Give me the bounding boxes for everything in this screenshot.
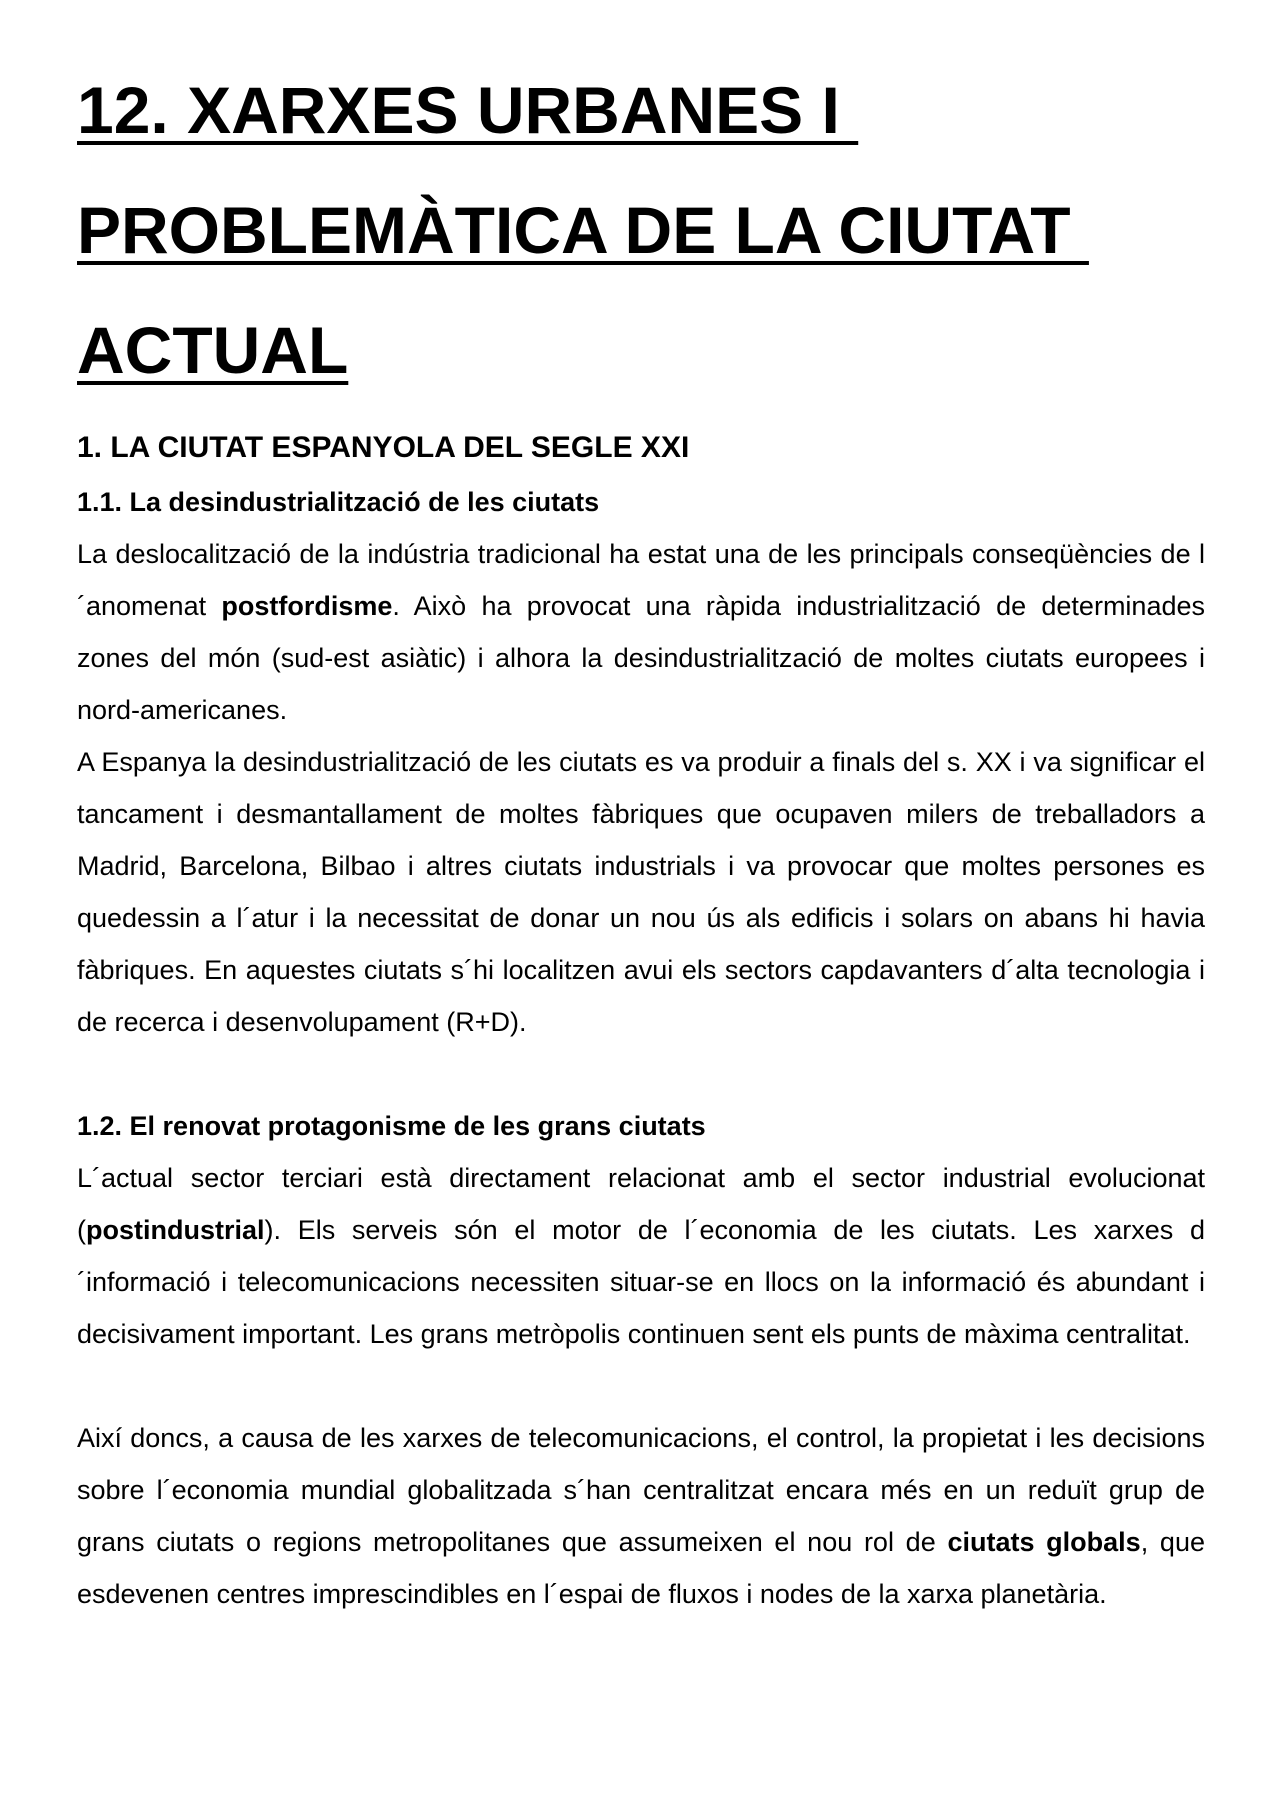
title-line-3: ACTUAL <box>77 313 349 387</box>
term-postfordisme: postfordisme <box>221 591 393 621</box>
paragraph-text: ). Els serveis són el motor de l´economia de les ciutats. Les xarxes d´informació i telecomunicacions necessiten situar-se en llocs on la informació és abundant i decisivament important. Les grans metròpolis continuen sent els punts de màxima centralitat. <box>77 1215 1205 1349</box>
paragraph-text: L´actual sector terciari està directament relacionat amb el sector industrial evolucionat ( <box>77 1163 1205 1245</box>
paragraph-text: Així doncs, a causa de les xarxes de telecomunicacions, el control, la propietat i les decisions sobre l´economia mundial globalitzada s´han centralitzat encara més en un reduït grup de grans ciutats o regions metropolitanes que assumeixen el nou rol de <box>77 1423 1205 1557</box>
term-ciutats-globals: ciutats globals <box>947 1527 1141 1557</box>
document-title <box>77 50 1205 410</box>
paragraph-espanya: A Espanya la desindustrialització de les ciutats es va produir a finals del s. XX i va significar el tancament i desmantallament de moltes fàbriques que ocupaven milers de treballadors a Madrid, Barcelona, Bilbao i altres ciutats industrials i va provocar que moltes persones es quedessin a l´atur i la necessitat de donar un nou ús als edificis i solars on abans hi havia fàbriques. En aquestes ciutats s´hi localitzen avui els sectors capdavanters d´alta tecnologia i de recerca i desenvolupament (R+D). <box>77 747 1205 1037</box>
spacer <box>77 1048 1205 1100</box>
paragraph-text: . Això ha provocat una ràpida industrialització de determinades zones del món (sud-est asiàtic) i alhora la desindustrialització de moltes ciutats europees i nord-americanes. <box>77 591 1205 725</box>
title-line-1: 12. XARXES URBANES I <box>77 73 859 147</box>
paragraph-text: La deslocalització de la indústria tradicional ha estat una de les principals conseqüències de l´anomenat <box>77 539 1205 621</box>
paragraph-ciutats-globals <box>77 1412 1205 1620</box>
subsection-heading-1-1: 1.1. La desindustrialització de les ciutats <box>77 487 600 517</box>
title-line-2: PROBLEMÀTICA DE LA CIUTAT <box>77 193 1089 267</box>
paragraph-sector-terciari <box>77 1152 1205 1360</box>
paragraph-deslocalitzacio <box>77 528 1205 736</box>
spacer <box>77 1360 1205 1412</box>
paragraph-text: , que esdevenen centres imprescindibles en l´espai de fluxos i nodes de la xarxa planetària. <box>77 1527 1205 1609</box>
section-heading-1: 1. LA CIUTAT ESPANYOLA DEL SEGLE XXI <box>77 431 690 464</box>
term-postindustrial: postindustrial <box>86 1215 265 1245</box>
subsection-heading-1-2: 1.2. El renovat protagonisme de les grans ciutats <box>77 1111 706 1141</box>
